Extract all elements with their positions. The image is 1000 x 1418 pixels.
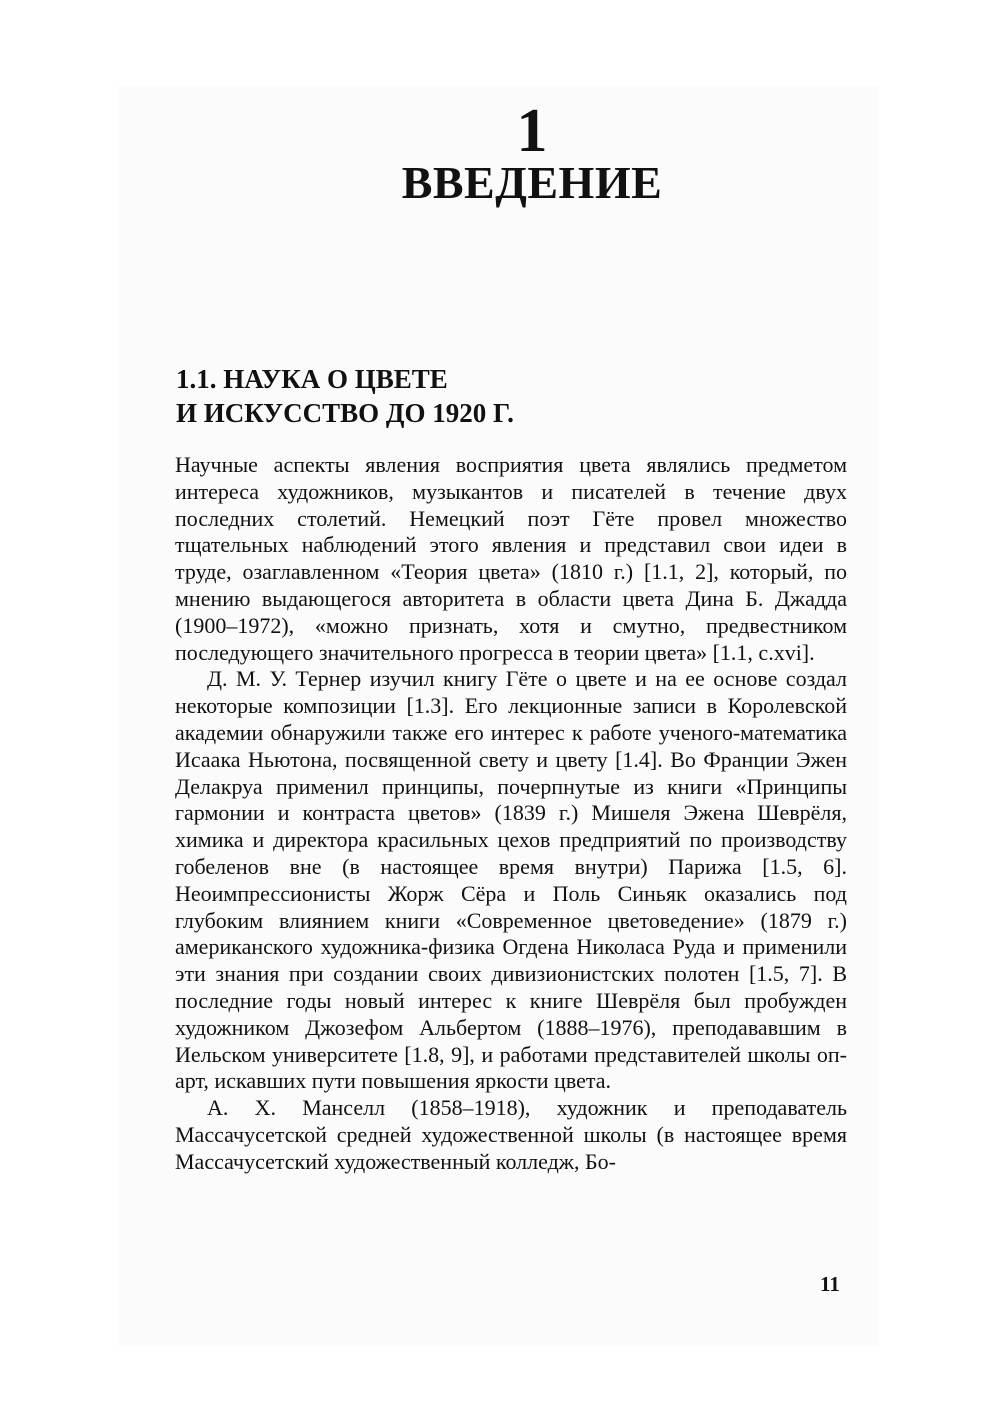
page-number: 11 [820,1272,840,1296]
section-heading-line-2: И ИСКУССТВО ДО 1920 Г. [176,398,514,428]
paragraph-3: А. Х. Манселл (1858–1918), художник и преподаватель Массачусетской средней художественной школы (в настоящее время Массачусетский художественный колледж, Бо- [175,1095,847,1174]
body-text [175,452,847,1176]
paragraph-2: Д. М. У. Тернер изучил книгу Гёте о цвете и на ее основе создал некоторые композиции [1.3]. Его лекционные записи в Королевской академии обнаружили также его интерес к работе ученого-математика Исаака Ньютона, посвященной свету и цвету [1.4]. Во Франции Эжен Делакруа применил принципы, почерпнутые из книги «Принципы гармонии и контраста цветов» (1839 г.) Мишеля Эжена Шеврёля, химика и директора красильных цехов предприятий по производству гобеленов вне (в настоящее время внутри) Парижа [1.5, 6]. Неоимпрессионисты Жорж Сёра и Поль Синьяк оказались под глубоким влиянием книги «Современное цветоведение» (1879 г.) американского художника-физика Огдена Николаса Руда и применили эти знания при создании своих дивизионистских полотен [1.5, 7]. В последние годы новый интерес к книге Шеврёля был пробужден художником Джозефом Альбертом (1888–1976), преподававшим в Иельском университете [1.8, 9], и работами представителей школы оп-арт, искавших пути повышения яркости цвета. [175,666,847,1094]
chapter-title: ВВЕДЕНИЕ [401,157,663,208]
section-heading [176,362,514,430]
paragraph-1: Научные аспекты явления восприятия цвета являлись предметом интереса художников, музыкантов и писателей в течение двух последних столетий. Немецкий поэт Гёте провел множество тщательных наблюдений этого явления и представил свои идеи в труде, озаглавленном «Теория цвета» (1810 г.) [1.1, 2], который, по мнению выдающегося авторитета в области цвета Дина Б. Джадда (1900–1972), «можно признать, хотя и смутно, предвестником последующего значительного прогресса в теории цвета» [1.1, c.xvi]. [175,452,847,665]
section-heading-line-1: 1.1. НАУКА О ЦВЕТЕ [176,364,448,394]
chapter-number: 1 [516,97,548,165]
